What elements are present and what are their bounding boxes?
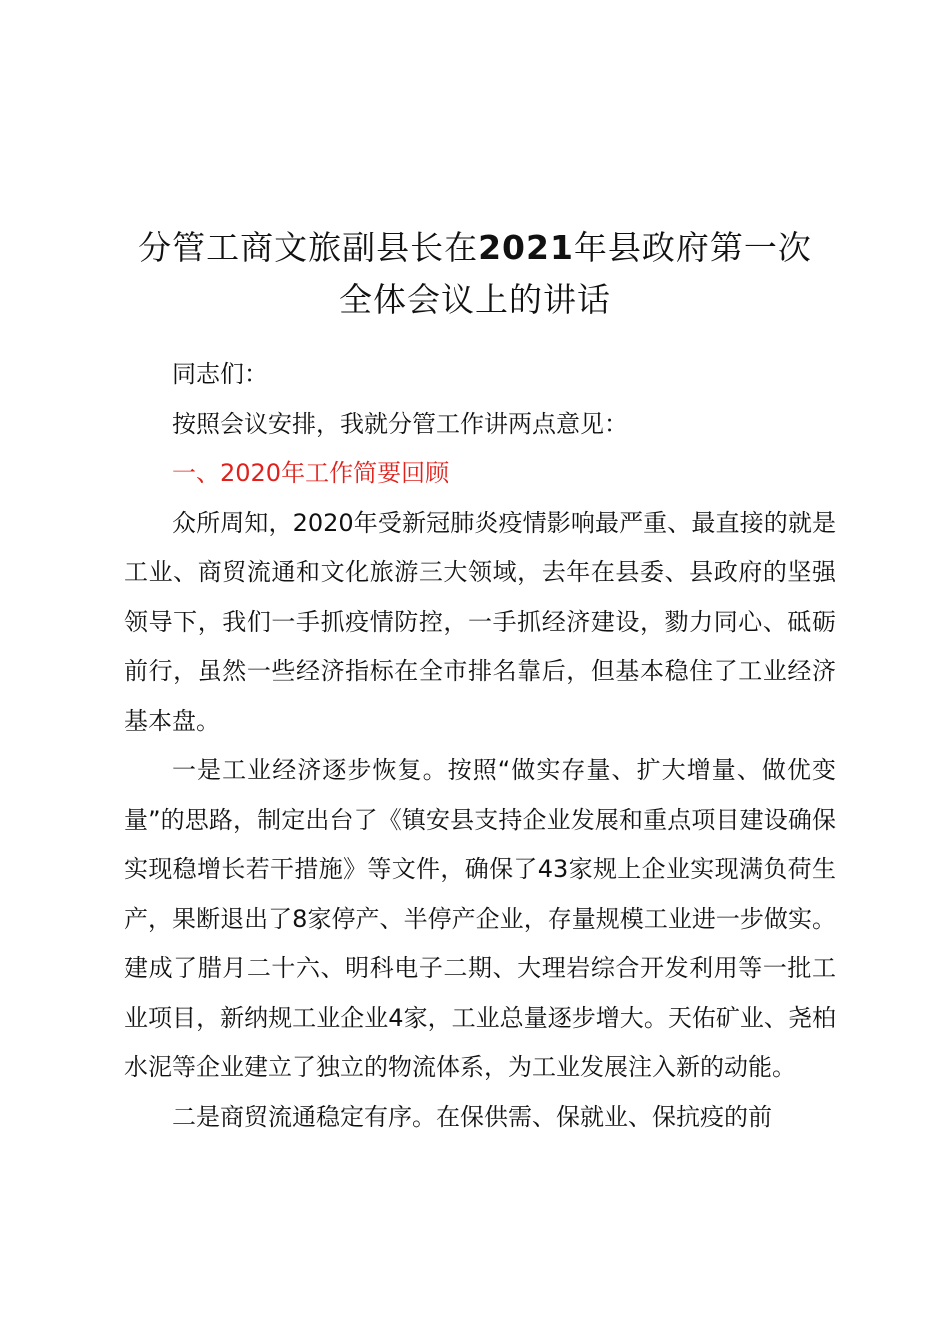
title-year: 2021 bbox=[478, 228, 574, 267]
document-body bbox=[124, 350, 836, 1142]
intro-paragraph: 按照会议安排，我就分管工作讲两点意见： bbox=[172, 409, 628, 438]
paragraph-industry: 一是工业经济逐步恢复。按照“做实存量、扩大增量、做优变量”的思路，制定出台了《镇安县支持企业发展和重点项目建设确保实现稳增长若干措施》等文件，确保了43家规上企业实现满负荷生产，果断退出了8家停产、半停产企业，存量规模工业进一步做实。建成了腊月二十六、明科电子二期、大理岩综合开发利用等一批工业项目，新纳规工业企业4家，工业总量逐步增大。天佑矿业、尧柏水泥等企业建立了独立的物流体系，为工业发展注入新的动能。 bbox=[124, 756, 836, 1081]
title-line-1-pre: 分管工商文旅副县长在 bbox=[138, 228, 479, 267]
section-heading: 一、2020年工作简要回顾 bbox=[172, 459, 450, 487]
paragraph-commerce: 二是商贸流通稳定有序。在保供需、保就业、保抗疫的前 bbox=[172, 1102, 772, 1131]
title-line-1-post: 年县政府第一次 bbox=[573, 228, 812, 267]
greeting: 同志们： bbox=[172, 360, 268, 388]
title-line-1 bbox=[100, 222, 850, 274]
title-line-2: 全体会议上的讲话 bbox=[339, 280, 611, 319]
document-title bbox=[100, 222, 850, 326]
paragraph-overview: 众所周知，2020年受新冠肺炎疫情影响最严重、最直接的就是工业、商贸流通和文化旅游三大领域，去年在县委、县政府的坚强领导下，我们一手抓疫情防控，一手抓经济建设，勠力同心、砥砺前行，虽然一些经济指标在全市排名靠后，但基本稳住了工业经济基本盘。 bbox=[124, 508, 836, 735]
